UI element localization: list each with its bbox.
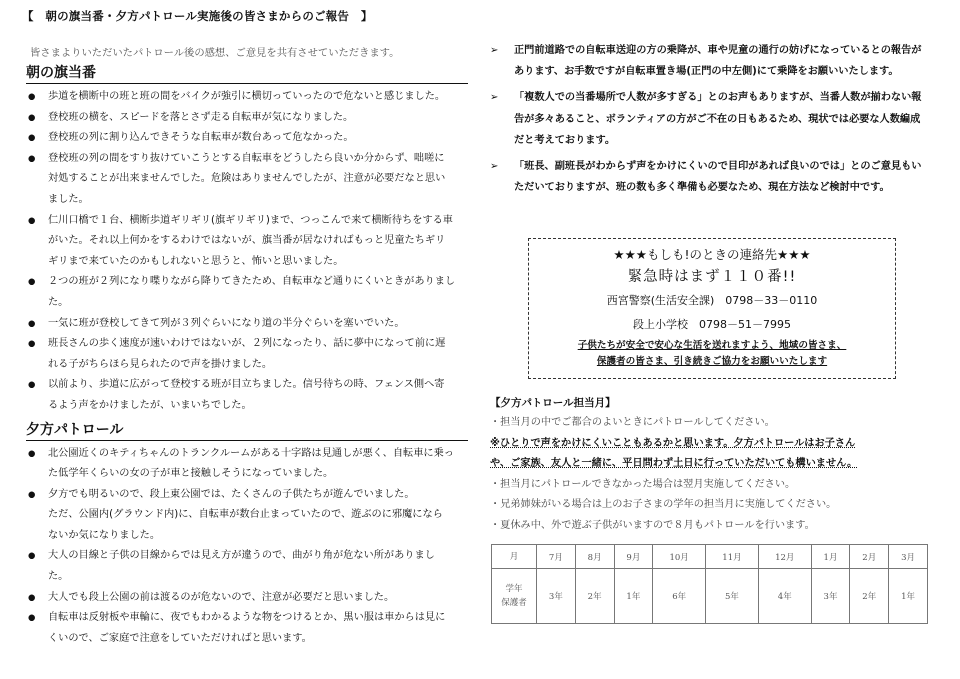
grade-row-label: 学年 保護者	[492, 569, 537, 624]
list-item: ● 仁川口橋で１台、横断歩道ギリギリ(旗ギリギリ)まで、つっこんで来て横断待ちをする車 がいた。それ以上何かをするわけではないが、旗当番が居なければもっと児童たちギリ ギリまで来ていたのかもしれないと思うと、怖いと思いました。	[26, 211, 471, 273]
month-cell: 1月	[811, 545, 850, 569]
list-item: ● 歩道を横断中の班と班の間をバイクが強引に横切っていったので危ないと感じました。	[26, 87, 471, 108]
contact-message: 子供たちが安全で安心な生活を送れますよう、地域の皆さま、 保護者の皆さま、引き続きご協力をお願いいたします	[577, 340, 847, 367]
patrol-note: ・兄弟姉妹がいる場合は上のお子さまの学年の担当月に実施してください。	[490, 499, 837, 511]
grade-cell: 5年	[706, 569, 759, 624]
grade-cell: 2年	[850, 569, 889, 624]
patrol-schedule-table	[491, 544, 928, 624]
left-column	[26, 62, 471, 649]
right-column	[490, 40, 930, 203]
school-contact: 段上小学校 0798－51－7995	[633, 318, 791, 331]
patrol-note: ・担当月にパトロールできなかった場合は翌月実施してください。	[490, 478, 796, 490]
grade-cell: 6年	[653, 569, 706, 624]
grade-cell: 3年	[537, 569, 576, 624]
patrol-note: ・担当月の中でご都合のよいときにパトロールしてください。	[490, 417, 775, 428]
month-cell: 7月	[537, 545, 576, 569]
list-item: ● 以前より、歩道に広がって登校する班が目立ちました。信号待ちの時、フェンス側へ寄 るよう声をかけましたが、いまいちでした。	[26, 375, 471, 416]
month-cell: 12月	[758, 545, 811, 569]
month-cell: 9月	[614, 545, 653, 569]
month-row-label: 月	[492, 545, 537, 569]
list-item: ● 夕方でも明るいので、段上東公園では、たくさんの子供たちが遊んでいました。 ただ、公園内(グラウンド内)に、自転車が数台止まっていたので、遊ぶのに邪魔になら ないか気になりました。	[26, 485, 471, 547]
patrol-note-bold: ※ひとりで声をかけにくいこともあるかと思います。夕方パトロールはお子さん	[490, 437, 856, 449]
list-item: ● 自転車は反射板や車輪に、夜でもわかるような物をつけるとか、黒い服は車からは見に くいので、ご家庭で注意をしていただければと思います。	[26, 608, 471, 649]
list-item: ● 登校班の列の間をすり抜けていこうとする自転車をどうしたら良いか分からず、咄嗟に 対処することが出来ませんでした。危険はありませんでしたが、注意が必要だなと思い ました。	[26, 149, 471, 211]
reply-list	[490, 40, 930, 198]
month-row	[492, 545, 928, 569]
reply-item: ➢ 「班長、副班長がわからず声をかけにくいので目印があれば良いのでは」とのご意見もいただいておりますが、班の数も多く準備も必要なため、現在方法など検討中です。	[490, 156, 930, 198]
patrol-month-section	[490, 395, 935, 537]
list-item: ● 一気に班が登校してきて列が３列ぐらいになり道の半分ぐらいを塞いでいた。	[26, 314, 471, 335]
grade-cell: 1年	[889, 569, 928, 624]
evening-list	[26, 444, 471, 650]
grade-cell: 2年	[575, 569, 614, 624]
month-cell: 8月	[575, 545, 614, 569]
grade-cell: 4年	[758, 569, 811, 624]
list-item: ● 登校班の横を、スピードを落とさず走る自転車が気になりました。	[26, 108, 471, 129]
patrol-note: ・夏休み中、外で遊ぶ子供がいますので８月もパトロールを行います。	[490, 519, 815, 531]
list-item: ● 大人でも段上公園の前は渡るのが危ないので、注意が必要だと思いました。	[26, 588, 471, 609]
list-item: ● 大人の目線と子供の目線からでは見え方が違うので、曲がり角が危ない所がありまし た。	[26, 546, 471, 587]
reply-item: ➢ 「複数人での当番場所で人数が多すぎる」とのお声もありますが、当番人数が揃わない報告が多々あること、ボランティアの方がご不在の日もあるため、現状では必要な人数編成だと考えております。	[490, 87, 930, 151]
emergency-contact-box	[528, 238, 896, 379]
morning-list	[26, 87, 471, 417]
month-cell: 11月	[706, 545, 759, 569]
month-cell: 2月	[850, 545, 889, 569]
list-item: ● ２つの班が２列になり喋りながら降りてきたため、自転車など通りにくいときがありまし た。	[26, 272, 471, 313]
list-item: ● 班長さんの歩く速度が速いわけではないが、２列になったり、話に夢中になって前に遅 れる子がちらほら見られたので声を掛けました。	[26, 334, 471, 375]
grade-cell: 1年	[614, 569, 653, 624]
emergency-text: 緊急時はまず１１０番!!	[627, 269, 797, 285]
list-item: ● 北公園近くのキティちゃんのトランクルームがある十字路は見通しが悪く、自転車に乗っ た低学年くらいの女の子が車と接触しそうになっていました。	[26, 444, 471, 485]
grade-cell: 3年	[811, 569, 850, 624]
contact-heading: ★★★もしも!のときの連絡先★★★	[613, 247, 811, 262]
patrol-note-bold: や、ご家族、友人と一緒に、平日問わず土日に行っていただいても構いません。	[490, 458, 858, 470]
document-title: 【 朝の旗当番・夕方パトロール実施後の皆さまからのご報告 】	[22, 9, 373, 23]
evening-heading: 夕方パトロール	[26, 419, 468, 441]
intro-text: 皆さまよりいただいたパトロール後の感想、ご意見を共有させていただきます。	[30, 47, 400, 59]
month-cell: 10月	[653, 545, 706, 569]
reply-item: ➢ 正門前道路での自転車送迎の方の乗降が、車や児童の通行の妨げになっているとの報告があります、お手数ですが自転車置き場(正門の中左側)にて乗降をお願いいたします。	[490, 40, 930, 82]
list-item: ● 登校班の列に割り込んできそうな自転車が数台あって危なかった。	[26, 128, 471, 149]
police-contact: 西宮警察(生活安全課) 0798－33－0110	[606, 294, 818, 307]
morning-heading: 朝の旗当番	[26, 62, 468, 84]
grade-row	[492, 569, 928, 624]
month-cell: 3月	[889, 545, 928, 569]
patrol-month-heading: 【夕方パトロール担当月】	[490, 397, 616, 409]
